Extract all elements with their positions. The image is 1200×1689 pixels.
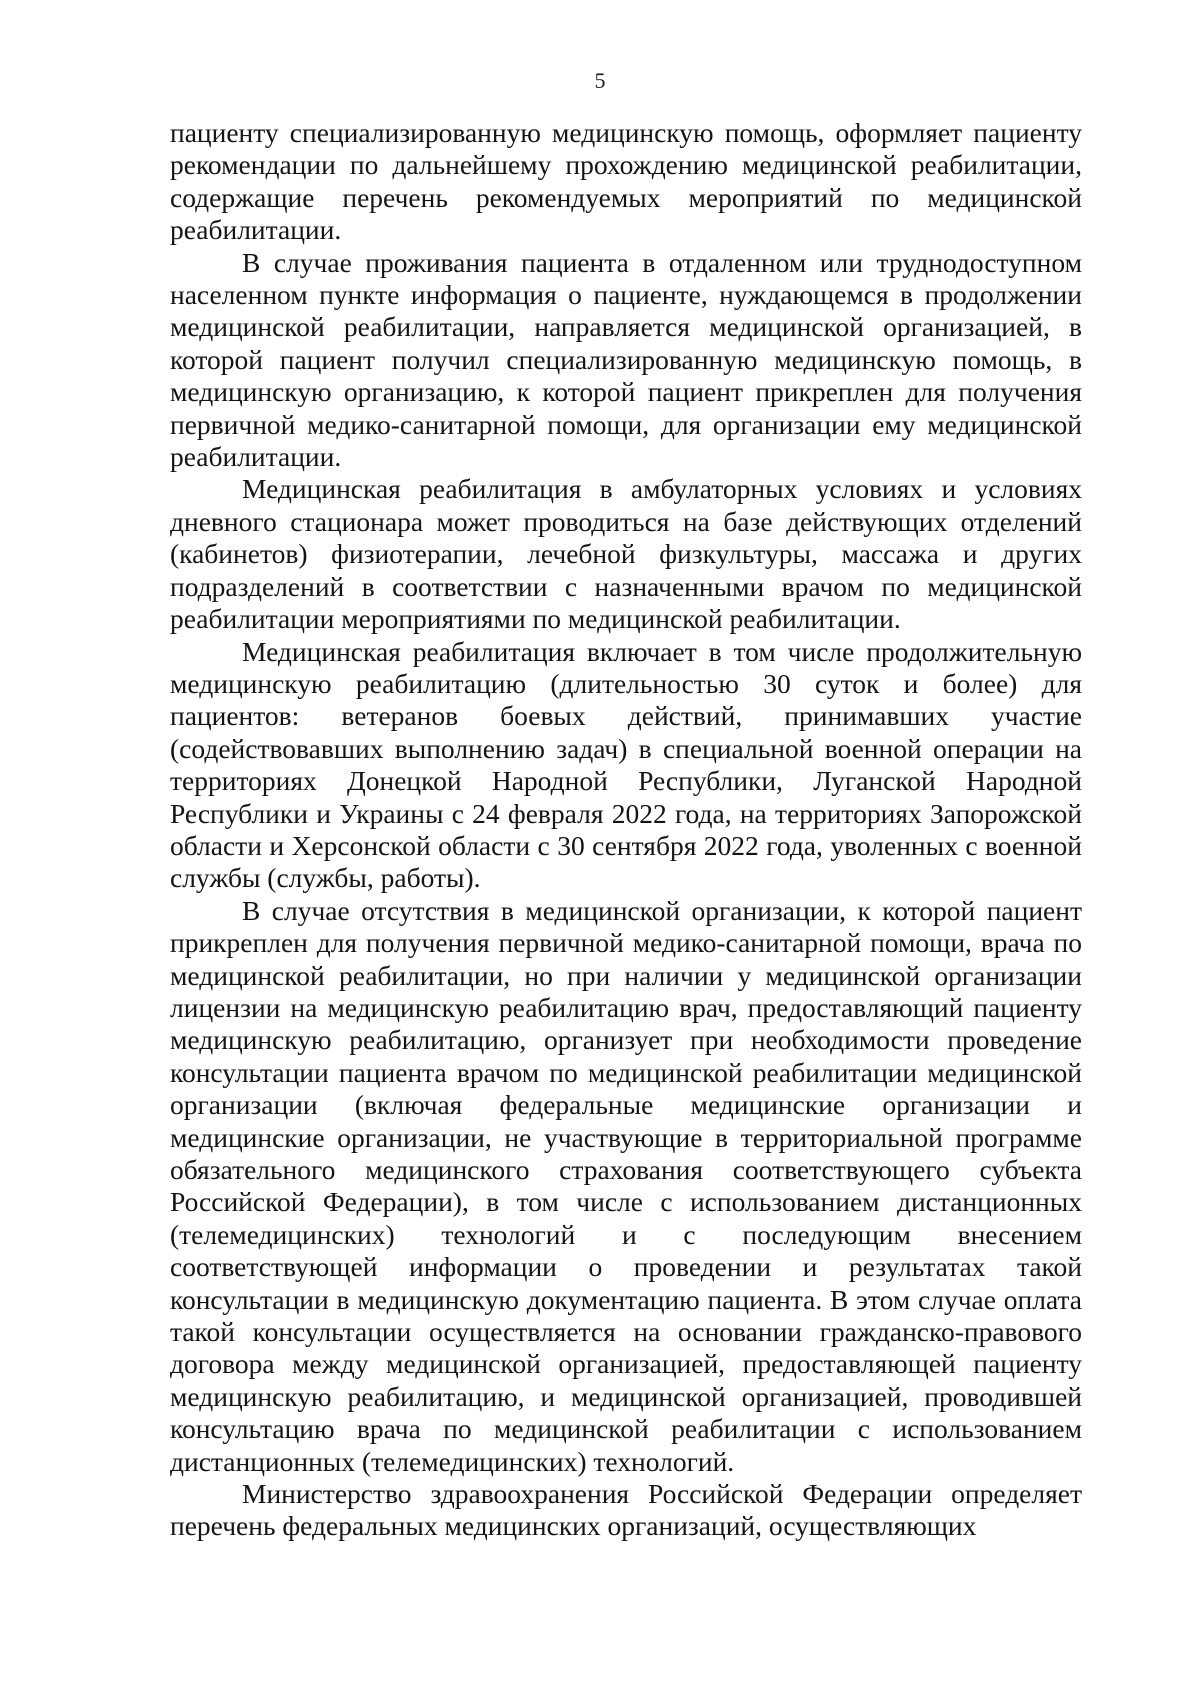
paragraph-continuation: пациенту специализированную медицинскую помощь, оформляет пациенту рекомендации по дальнейшему прохождению медицинской реабилитации, содержащие перечень рекомендуемых мероприятий по медицинской реабилитации. [170,117,1082,246]
body-text [170,117,1082,1543]
paragraph-outpatient-rehab: Медицинская реабилитация в амбулаторных условиях и условиях дневного стационара может проводиться на базе действующих отделений (кабинетов) физиотерапии, лечебной физкультуры, массажа и других подразделений в соответствии с назначенными врачом по медицинской реабилитации мероприятиями по медицинской реабилитации. [170,473,1082,635]
paragraph-long-term-rehab: Медицинская реабилитация включает в том числе продолжительную медицинскую реабилитацию (длительностью 30 суток и более) для пациентов: ветеранов боевых действий, принимавших участие (содействовавших выполнению задач) в специальной военной операции на территориях Донецкой Народной Республики, Луганской Народной Республики и Украины с 24 февраля 2022 года, на территориях Запорожской области и Херсонской области с 30 сентября 2022 года, уволенных с военной службы (службы, работы). [170,635,1082,894]
paragraph-ministry: Министерство здравоохранения Российской Федерации определяет перечень федеральных медицинских организаций, осуществляющих [170,1478,1082,1542]
paragraph-consultation: В случае отсутствия в медицинской организации, к которой пациент прикреплен для получения первичной медико-санитарной помощи, врача по медицинской реабилитации, но при наличии у медицинской организации лицензии на медицинскую реабилитацию врач, предоставляющий пациенту медицинскую реабилитацию, организует при необходимости проведение консультации пациента врачом по медицинской реабилитации медицинской организации (включая федеральные медицинские организации и медицинские организации, не участвующие в территориальной программе обязательного медицинского страхования соответствующего субъекта Российской Федерации), в том числе с использованием дистанционных (телемедицинских) технологий и с последующим внесением соответствующей информации о проведении и результатах такой консультации в медицинскую документацию пациента. В этом случае оплата такой консультации осуществляется на основании гражданско-правового договора между медицинской организацией, предоставляющей пациенту медицинскую реабилитацию, и медицинской организацией, проводившей консультацию врача по медицинской реабилитации с использованием дистанционных (телемедицинских) технологий. [170,894,1082,1477]
page-number: 5 [594,68,606,93]
paragraph-remote-residence: В случае проживания пациента в отдаленном или труднодоступном населенном пункте информация о пациенте, нуждающемся в продолжении медицинской реабилитации, направляется медицинской организацией, в которой пациент получил специализированную медицинскую помощь, в медицинскую организацию, к которой пациент прикреплен для получения первичной медико-санитарной помощи, для организации ему медицинской реабилитации. [170,246,1082,473]
